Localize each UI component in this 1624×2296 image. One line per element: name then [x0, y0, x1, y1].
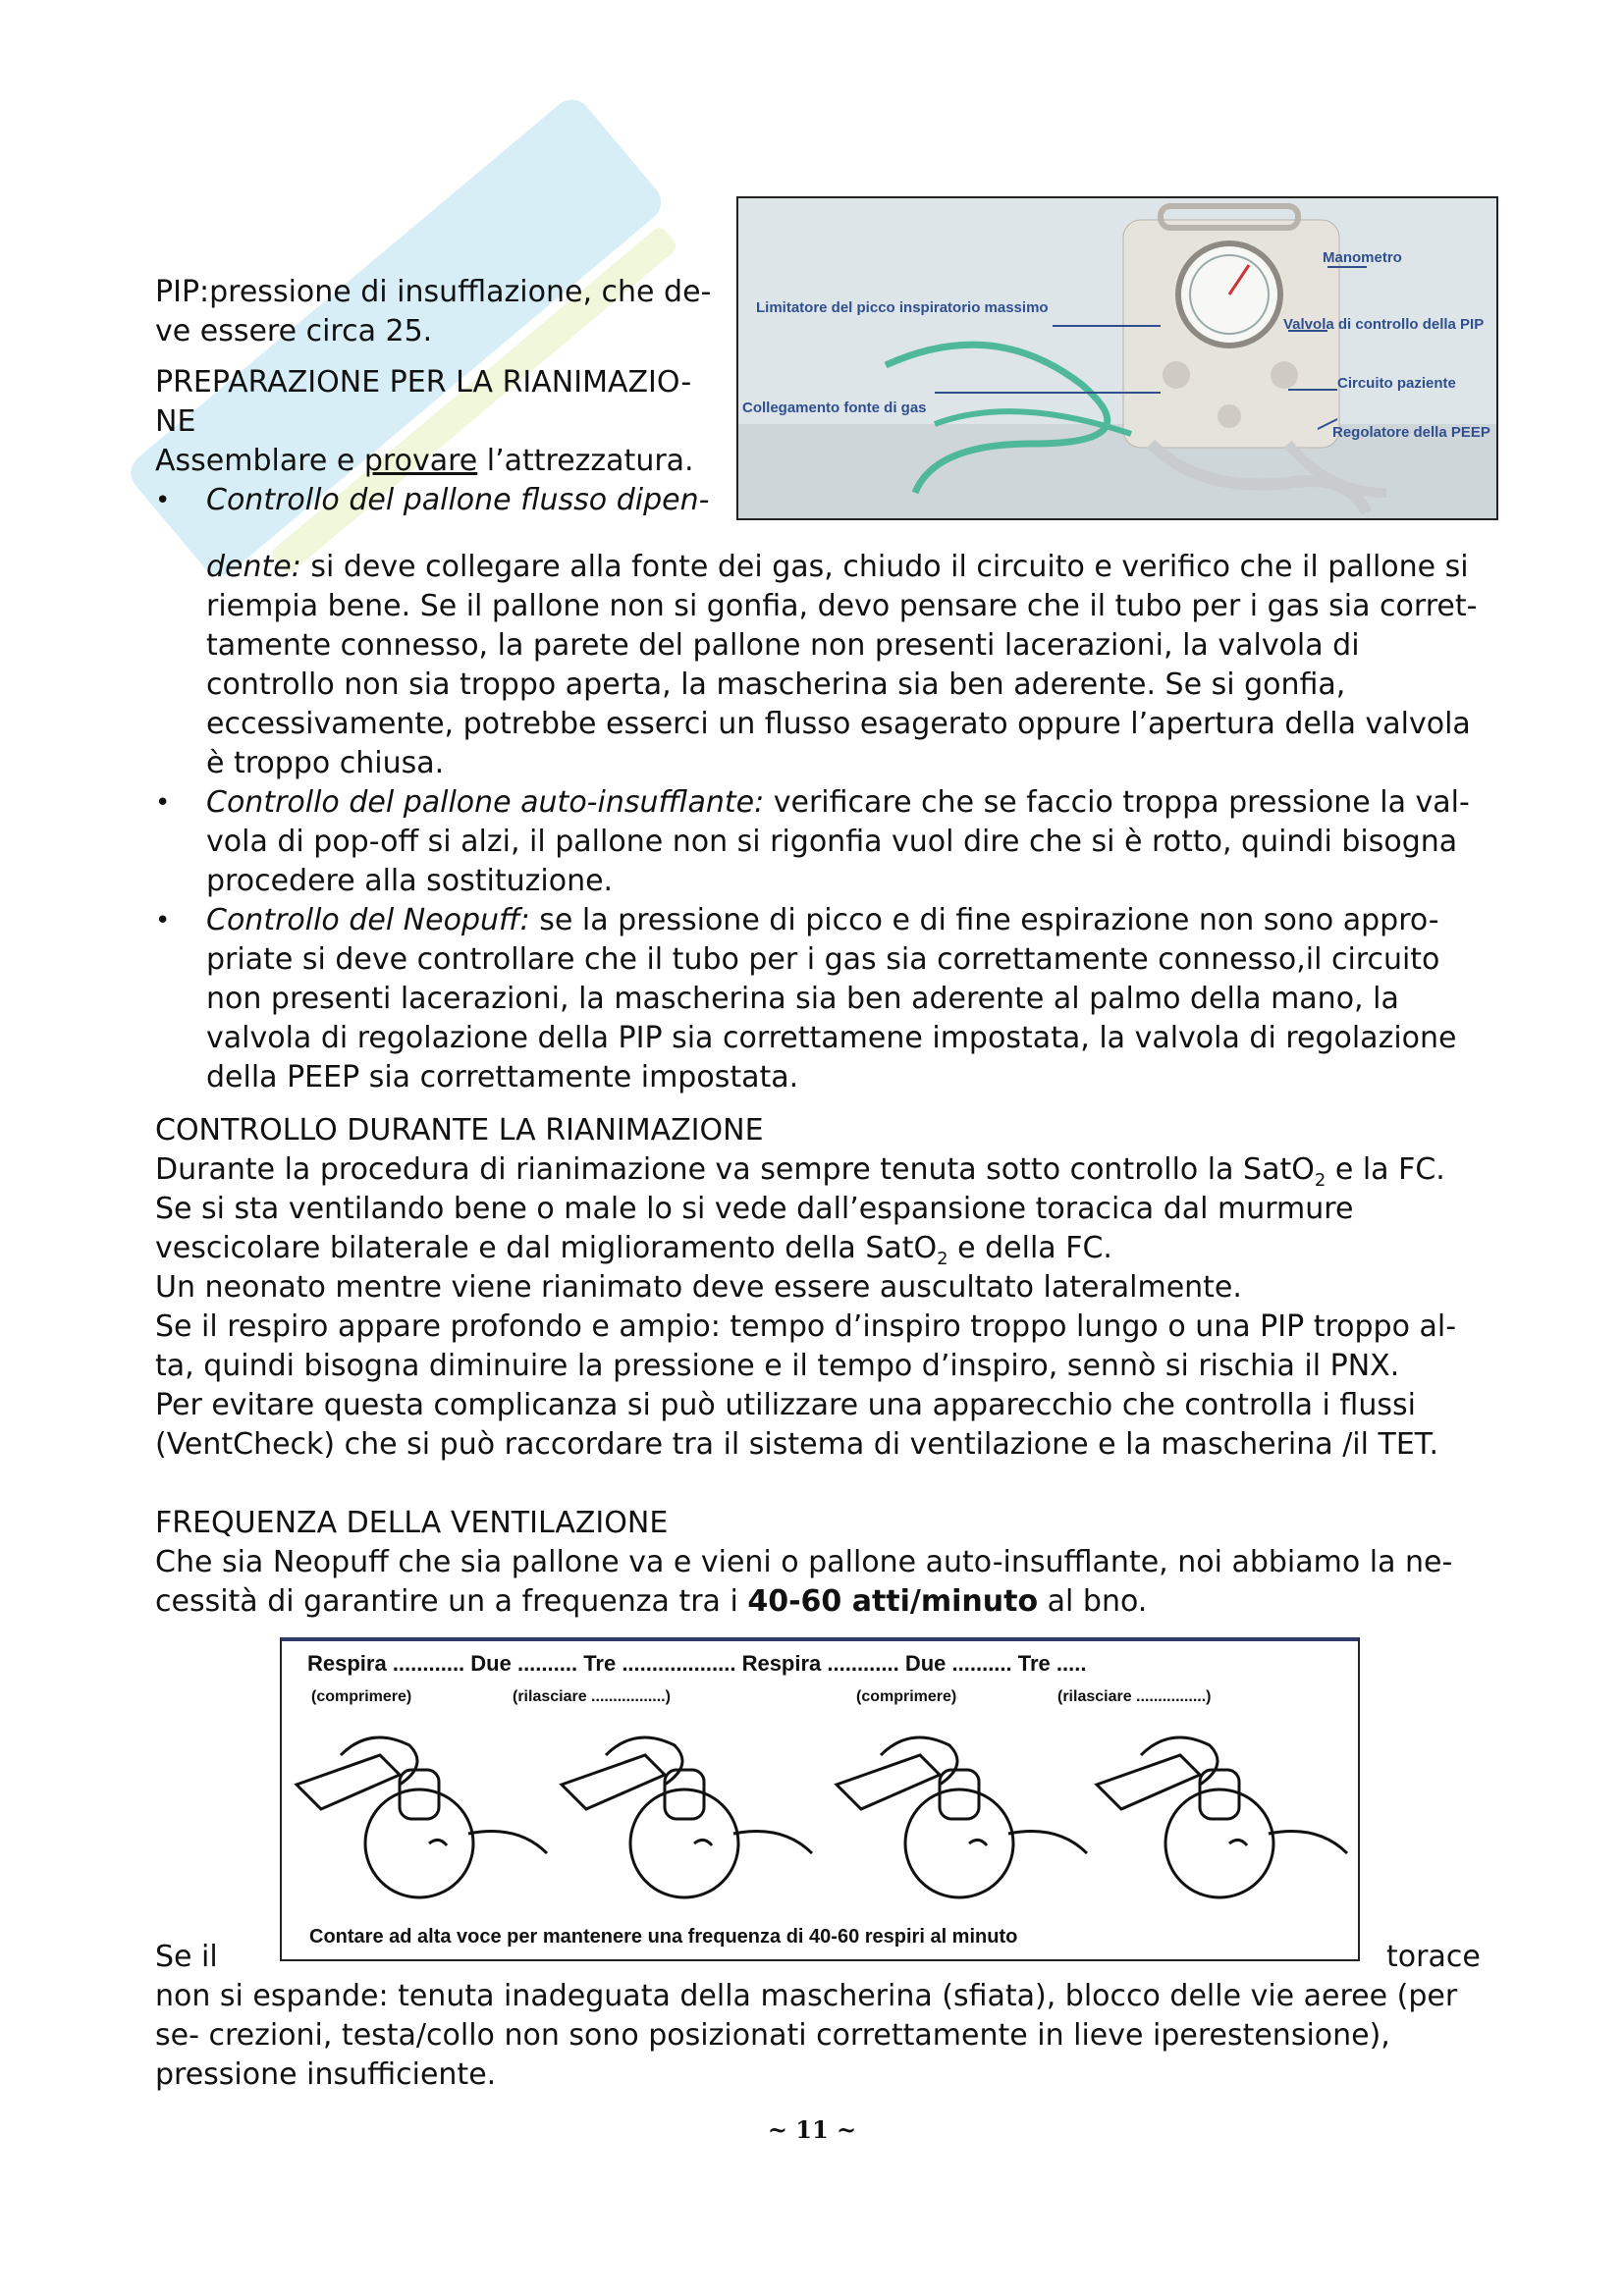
- figure-top-line: Respira ............ Due .......... Tre ................... Respira ............ Due .......... Tre .....: [307, 1651, 1087, 1676]
- ventilation-rhythm-figure: [280, 1637, 1360, 1961]
- figure-illustrations: [282, 1716, 1358, 1922]
- control-paragraph-1: [155, 1150, 1490, 1268]
- neopuff-photo: [736, 196, 1498, 520]
- baby-illustration-2: [562, 1737, 812, 1897]
- figure-label-2: (rilasciare .................): [513, 1688, 671, 1705]
- neopuff-device-image: [738, 198, 1496, 518]
- assemble-text-b: l’attrezzatura.: [477, 444, 694, 478]
- bullets-block: [155, 548, 1490, 1622]
- control-paragraph-2: Un neonato mentre viene rianimato deve essere auscultato lateralmente.: [155, 1270, 1242, 1305]
- label-collegamento: Collegamento fonte di gas: [742, 400, 927, 416]
- frequency-bold: 40-60 atti/minuto: [747, 1584, 1039, 1619]
- control-heading: CONTROLLO DURANTE LA RIANIMAZIONE: [155, 1113, 764, 1148]
- pip-line-1: PIP:pressione di insufflazione, che de-: [155, 275, 712, 309]
- control-p1-b: e la FC. Se si sta ventilando bene o male lo si vede dall’espansione toracica dal murmure vescicolare bilaterale e dal miglioramento della SatO: [155, 1152, 1445, 1265]
- page-number: ~ 11 ~: [767, 2115, 857, 2144]
- figure-caption: Contare ad alta voce per mantenere una frequenza di 40-60 respiri al minuto: [309, 1926, 1018, 1948]
- label-circuito: Circuito paziente: [1337, 375, 1456, 392]
- baby-illustration-3: [837, 1737, 1087, 1897]
- bullet-1-text-first: si deve collegare alla fonte dei gas, chiudo il circuito e verifico che il pallone si: [300, 550, 1469, 584]
- control-p1-a: Durante la procedura di rianimazione va sempre tenuta sotto controllo la SatO: [155, 1152, 1315, 1187]
- bullet-3-title: Controllo del Neopuff:: [206, 903, 530, 937]
- closing-left: Se il: [155, 1940, 218, 1974]
- bullet-item-2: [155, 783, 1490, 901]
- bullet-2-title: Controllo del pallone auto-insufflante:: [206, 785, 765, 820]
- bullet-item-1: [155, 548, 1490, 783]
- assemble-underlined: provare: [363, 444, 478, 478]
- figure-label-3: (comprimere): [856, 1688, 957, 1705]
- subscript-2-b: 2: [937, 1249, 948, 1269]
- frequency-heading: FREQUENZA DELLA VENTILAZIONE: [155, 1506, 669, 1540]
- prep-heading-line-2: NE: [155, 404, 196, 439]
- assemble-text-a: Assemblare e: [155, 444, 364, 478]
- subscript-2-a: 2: [1314, 1170, 1326, 1191]
- pip-line-2: ve essere circa 25.: [155, 314, 433, 348]
- bullet-1-title-line: • Controllo del pallone flusso dipen-: [155, 481, 725, 520]
- baby-illustration-4: [1097, 1737, 1347, 1897]
- bullet-2-text: verificare che se faccio troppa pressione la val- vola di pop-off si alzi, il pallone non si rigonfia vuol dire che si è rotto, quindi bisogna procedere alla sostituzione.: [206, 785, 1470, 898]
- label-regolatore-peep: Regolatore della PEEP: [1332, 424, 1490, 441]
- frequency-text-a: Che sia Neopuff che sia pallone va e vieni o pallone auto-insufflante, noi abbiamo la ne- cessità di garantire un a frequenza tra i: [155, 1545, 1453, 1619]
- control-p1-c: e della FC.: [947, 1231, 1112, 1265]
- bullet-1-text-rest: riempia bene. Se il pallone non si gonfia, devo pensare che il tubo per i gas sia corret- tamente connesso, la parete del pallone non presenti lacerazioni, la valvola di controllo non sia troppo aperta, la mascherina sia ben aderente. Se si gonfia, eccessivamente, potrebbe esserci un flusso esagerato oppure l’apertura della valvola è troppo chiusa.: [206, 589, 1478, 780]
- label-valvola-pip: Valvola di controllo della PIP: [1283, 316, 1485, 333]
- prep-heading-line-1: PREPARAZIONE PER LA RIANIMAZIO-: [155, 365, 692, 400]
- assemble-line: [155, 442, 725, 481]
- closing-paragraph: non si espande: tenuta inadeguata della mascherina (sfiata), blocco delle vie aeree (per se- crezioni, testa/collo non sono posizionati correttamente in lieve iperestensione), pressione insufficiente.: [155, 1979, 1458, 2092]
- intro-block: [155, 273, 725, 520]
- frequency-text-b: al bno.: [1038, 1584, 1148, 1619]
- frequency-paragraph: [155, 1543, 1490, 1622]
- figure-label-4: (rilasciare ................): [1057, 1688, 1212, 1705]
- control-paragraph-3: Se il respiro appare profondo e ampio: tempo d’inspiro troppo lungo o una PIP troppo al- ta, quindi bisogna diminuire la pressione e il tempo d’inspiro, sennò si rischia il PNX.: [155, 1309, 1457, 1383]
- bullet-list: [155, 548, 1490, 1097]
- figure-label-1: (comprimere): [311, 1688, 412, 1705]
- bullet-item-3: [155, 901, 1490, 1097]
- bullet-3-text: se la pressione di picco e di fine espirazione non sono appro- priate si deve controllare che il tubo per i gas sia correttamente connesso,il circuito non presenti lacerazioni, la mascherina sia ben aderente al palmo della mano, la valvola di regolazione della PIP sia correttamene impostata, la valvola di regolazione della PEEP sia correttamente impostata.: [206, 903, 1457, 1095]
- control-paragraph-4: Per evitare questa complicanza si può utilizzare una apparecchio che controlla i flussi (VentCheck) che si può raccordare tra il sistema di ventilazione e la mascherina /il TET.: [155, 1388, 1439, 1462]
- closing-right: torace: [1386, 1940, 1481, 1974]
- baby-illustration-1: [297, 1737, 547, 1897]
- label-manometro: Manometro: [1323, 249, 1402, 266]
- bullet-1-title-line-2: dente:: [206, 550, 301, 584]
- label-limitatore: Limitatore del picco inspiratorio massimo: [756, 299, 1049, 316]
